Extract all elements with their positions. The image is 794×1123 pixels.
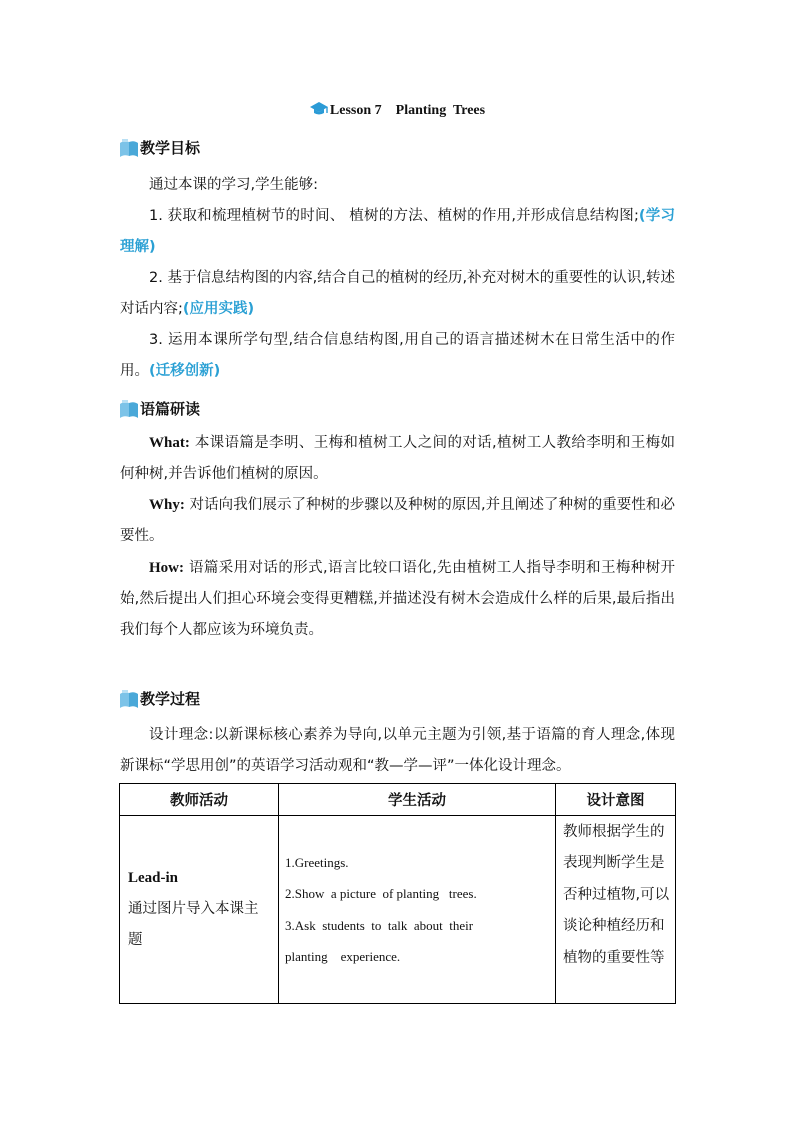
teaching-process-table (119, 783, 676, 1004)
objective-item-3: 3. 运用本课所学句型,结合信息结构图,用自己的语言描述树木在日常生活中的作用。(迁移创新) (120, 332, 675, 379)
table-header-row (120, 784, 676, 816)
stage-title: Lead-in (128, 870, 179, 886)
objectives-intro: 通过本课的学习,学生能够: (149, 177, 318, 193)
reading-why: Why: 对话向我们展示了种树的步骤以及种树的原因,并且阐述了种树的重要性和必要性。 (120, 497, 675, 544)
objective-item-2: 2. 基于信息结构图的内容,结合自己的植树的经历,补充对树木的重要性的认识,转述对话内容;(应用实践) (120, 270, 675, 317)
table-header-cell: 教师活动 (120, 784, 279, 816)
design-concept: 设计理念:以新课标核心素养为导向,以单元主题为引领,基于语篇的育人理念,体现新课标“学思用创”的英语学习活动观和“教—学—评”一体化设计理念。 (120, 727, 675, 774)
objective-tag: (迁移创新) (149, 363, 221, 379)
table-header-cell: 设计意图 (556, 784, 676, 816)
table-row (120, 816, 676, 1004)
reading-what: What: 本课语篇是李明、王梅和植树工人之间的对话,植树工人教给李明和王梅如何种树,并告诉他们植树的原因。 (120, 435, 675, 482)
teacher-activity-cell (120, 816, 279, 1004)
student-activity-line: 2.Show a picture of planting trees. (285, 886, 477, 901)
section-heading-text: 教学目标 (140, 139, 201, 157)
student-activity-line: planting experience. (285, 949, 401, 964)
lesson-title-text: Lesson 7 Planting Trees (329, 103, 486, 118)
design-intent-cell: 教师根据学生的表现判断学生是否种过植物,可以谈论种植经历和植物的重要性等 (556, 816, 676, 1004)
objective-tag: (应用实践) (182, 301, 255, 317)
reading-how: How: 语篇采用对话的形式,语言比较口语化,先由植树工人指导李明和王梅种树开始,然后提出人们担心环境会变得更糟糕,并描述没有树木会造成什么样的后果,最后指出我们每个人都应该为环境负责。 (120, 560, 675, 638)
book-icon (118, 687, 140, 711)
student-activity-cell (279, 816, 556, 1004)
objective-item-1: 1. 获取和梳理植树节的时间、 植树的方法、植树的作用,并形成信息结构图;(学习理解) (120, 208, 675, 255)
graduation-cap-icon (309, 101, 329, 124)
section-heading-text: 语篇研读 (140, 400, 201, 418)
section-heading-text: 教学过程 (140, 690, 201, 708)
book-icon (118, 136, 140, 160)
table-header-cell: 学生活动 (279, 784, 556, 816)
stage-description: 通过图片导入本课主题 (128, 901, 259, 948)
book-icon (118, 397, 140, 421)
student-activity-line: 3.Ask students to talk about their (285, 917, 474, 933)
objective-tag: (学习理解) (120, 208, 675, 255)
lesson-title (0, 101, 794, 124)
student-activity-line: 1.Greetings. (285, 854, 349, 870)
